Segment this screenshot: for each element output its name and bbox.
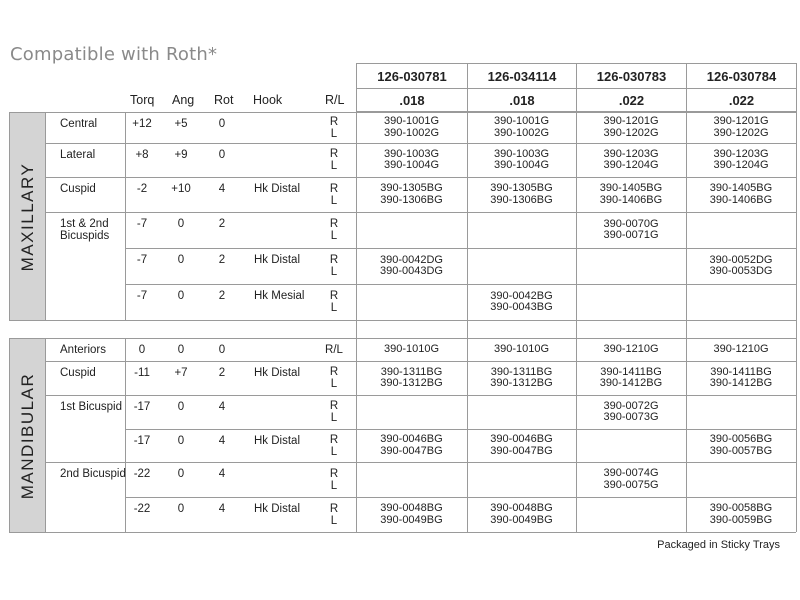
part-number: 390-1311BG 390-1312BG — [380, 365, 443, 389]
rotation-value: 4 — [218, 401, 226, 413]
part-number-header: 126-034114 — [467, 63, 577, 89]
tooth-name: Lateral — [60, 149, 96, 161]
row-line — [46, 177, 796, 178]
angulation-value: +9 — [174, 149, 188, 161]
torque-value: 0 — [138, 343, 146, 356]
torque-value: +12 — [132, 118, 152, 130]
column-header-rot: Rot — [214, 93, 234, 107]
grid-line — [796, 338, 797, 532]
section-label: MAXILLARY — [17, 162, 37, 271]
part-number: 390-1210G — [603, 342, 659, 355]
part-number: 390-1001G 390-1002G — [383, 115, 440, 139]
hook-value: Hk Distal — [254, 503, 301, 515]
angulation-value: 0 — [177, 290, 185, 302]
angulation-value: 0 — [177, 218, 185, 230]
hook-value: Hk Distal — [254, 367, 301, 379]
footer-note: Packaged in Sticky Trays — [657, 539, 780, 551]
grid-line — [576, 320, 577, 338]
row-line — [46, 212, 796, 213]
part-number-header: 126-030783 — [576, 63, 687, 89]
tooth-name: 1st & 2nd Bicuspids — [60, 218, 110, 242]
side-rl: R L — [329, 218, 339, 242]
grid-line — [796, 320, 797, 338]
torque-value: -11 — [134, 367, 150, 379]
hook-value: Hk Distal — [254, 254, 301, 266]
column-header-rl: R/L — [325, 93, 345, 107]
part-number: 390-0042DG 390-0043DG — [380, 253, 443, 277]
torque-value: -7 — [136, 218, 148, 230]
side-rl: R/L — [325, 343, 343, 356]
column-header-torq: Torq — [130, 93, 155, 107]
part-number: 390-1201G 390-1202G — [603, 115, 659, 139]
torque-value: -22 — [133, 503, 151, 515]
part-number: 390-1003G 390-1004G — [383, 147, 440, 171]
grid-line — [686, 320, 687, 338]
angulation-value: +5 — [174, 118, 188, 130]
rotation-value: 0 — [218, 343, 226, 356]
side-rl: R L — [329, 400, 339, 424]
part-number: 390-0070G 390-0071G — [603, 217, 659, 241]
side-rl: R L — [329, 433, 339, 458]
tooth-name: Cuspid — [60, 183, 96, 195]
side-rl: R L — [329, 254, 339, 278]
part-number: 390-0042BG 390-0043BG — [490, 289, 553, 313]
part-number: 390-0056BG 390-0057BG — [709, 433, 773, 457]
tooth-name: Anteriors — [60, 344, 107, 356]
row-line — [125, 429, 796, 430]
part-number: 390-0046BG 390-0047BG — [380, 433, 443, 457]
part-number: 390-0052DG 390-0053DG — [709, 253, 773, 277]
row-line — [46, 462, 796, 463]
part-number: 390-0074G 390-0075G — [603, 467, 659, 491]
part-number: 390-1201G 390-1202G — [713, 115, 769, 139]
tooth-name: Cuspid — [60, 367, 96, 379]
torque-value: +8 — [135, 149, 149, 161]
part-number: 390-1405BG 390-1406BG — [599, 182, 663, 206]
part-number: 390-0046BG 390-0047BG — [490, 433, 553, 457]
rotation-value: 2 — [218, 367, 226, 379]
part-number-header: 126-030784 — [686, 63, 797, 89]
grid-line — [356, 320, 357, 338]
part-number: 390-1210G — [713, 342, 769, 355]
torque-value: -17 — [133, 401, 151, 413]
angulation-value: 0 — [177, 468, 185, 480]
torque-value: -7 — [136, 290, 148, 302]
hook-value: Hk Distal — [254, 435, 301, 447]
angulation-value: +7 — [174, 367, 188, 379]
part-number: 390-1305BG 390-1306BG — [380, 182, 443, 206]
row-line — [125, 284, 796, 285]
row-line — [125, 248, 796, 249]
row-line — [125, 497, 796, 498]
section-label: MANDIBULAR — [17, 372, 37, 499]
slot-size-header: .018 — [356, 88, 468, 112]
part-number: 390-0058BG 390-0059BG — [709, 502, 773, 526]
part-number-header: 126-030781 — [356, 63, 468, 89]
rotation-value: 4 — [218, 183, 226, 195]
angulation-value: 0 — [177, 343, 185, 356]
section-band — [9, 112, 46, 321]
rotation-value: 0 — [218, 118, 226, 130]
part-number: 390-1010G — [383, 342, 440, 355]
part-number: 390-1203G 390-1204G — [713, 147, 769, 171]
slot-size-header: .022 — [576, 88, 687, 112]
part-number: 390-1411BG 390-1412BG — [709, 365, 773, 389]
tooth-name: 2nd Bicuspid — [60, 468, 126, 480]
side-rl: R L — [329, 182, 339, 207]
row-line — [46, 395, 796, 396]
angulation-value: 0 — [177, 503, 185, 515]
grid-line — [467, 320, 468, 338]
page-title: Compatible with Roth* — [10, 44, 218, 65]
part-number: 390-1003G 390-1004G — [493, 147, 550, 171]
section-band — [9, 338, 46, 533]
rotation-value: 4 — [218, 468, 226, 480]
part-number: 390-1203G 390-1204G — [603, 147, 659, 171]
hook-value: Hk Distal — [254, 183, 301, 195]
part-number: 390-1010G — [493, 342, 550, 355]
column-header-ang: Ang — [172, 93, 195, 107]
side-rl: R L — [329, 502, 339, 527]
angulation-value: +10 — [171, 183, 191, 195]
column-header-hook: Hook — [253, 93, 283, 107]
torque-value: -17 — [133, 435, 151, 447]
row-line — [46, 361, 796, 362]
part-number: 390-0048BG 390-0049BG — [380, 502, 443, 526]
side-rl: R L — [329, 290, 339, 314]
side-rl: R L — [329, 148, 339, 172]
angulation-value: 0 — [177, 401, 185, 413]
part-number: 390-1311BG 390-1312BG — [490, 365, 553, 389]
torque-value: -22 — [133, 468, 151, 480]
row-line — [46, 143, 796, 144]
rotation-value: 4 — [218, 435, 226, 447]
side-rl: R L — [329, 115, 339, 140]
part-number: 390-1305BG 390-1306BG — [490, 182, 553, 206]
grid-line — [796, 112, 797, 320]
torque-value: -7 — [136, 254, 148, 266]
rotation-value: 4 — [218, 503, 226, 515]
part-number: 390-1411BG 390-1412BG — [599, 365, 663, 389]
part-number: 390-1405BG 390-1406BG — [709, 182, 773, 206]
hook-value: Hk Mesial — [254, 290, 305, 302]
part-number: 390-1001G 390-1002G — [493, 115, 550, 139]
rotation-value: 2 — [218, 218, 226, 230]
side-rl: R L — [329, 366, 339, 390]
section-top-line — [9, 112, 796, 113]
side-rl: R L — [329, 467, 339, 492]
tooth-name: 1st Bicuspid — [60, 401, 123, 413]
angulation-value: 0 — [177, 254, 185, 266]
part-number: 390-0048BG 390-0049BG — [490, 502, 553, 526]
torque-value: -2 — [136, 183, 148, 195]
angulation-value: 0 — [177, 435, 185, 447]
rotation-value: 2 — [218, 254, 226, 266]
rotation-value: 2 — [218, 290, 226, 302]
slot-size-header: .022 — [686, 88, 797, 112]
slot-size-header: .018 — [467, 88, 577, 112]
rotation-value: 0 — [218, 149, 226, 161]
section-bottom-line — [9, 532, 796, 533]
part-number: 390-0072G 390-0073G — [603, 399, 659, 423]
section-top-line — [9, 338, 796, 339]
tooth-name: Central — [60, 118, 98, 130]
